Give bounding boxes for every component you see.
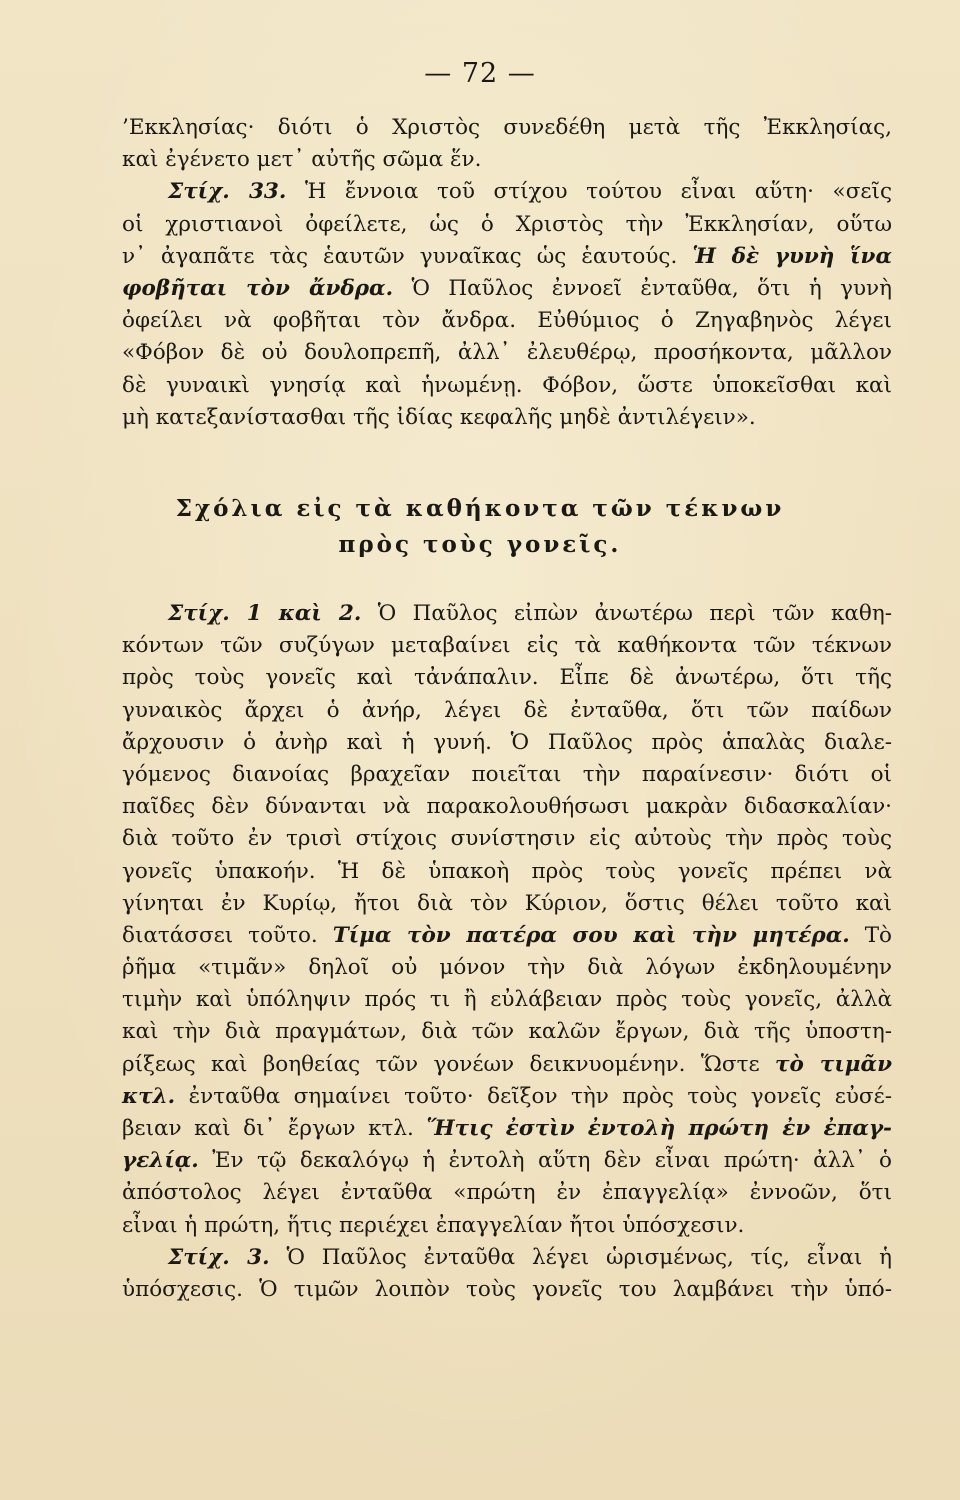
text-line: [122, 727, 892, 759]
text-line: [122, 305, 892, 337]
text-line: [122, 209, 892, 241]
text-run: ῥῆμα «τιμᾶν» δηλοῖ οὐ μόνον τὴν διὰ λόγων ἐκδηλουμένην: [122, 955, 892, 981]
text-line: [122, 791, 892, 823]
text-line: [122, 1210, 892, 1242]
text-run: καὶ τὴν διὰ πραγμάτων, διὰ τῶν καλῶν ἔργων, διὰ τῆς ὑποστη-: [122, 1019, 892, 1045]
text-run: παῖδες δὲν δύνανται νὰ παρακολουθήσωσι μακρὰν διδασκαλίαν·: [122, 794, 892, 820]
text-line: [122, 630, 892, 662]
text-line: [122, 1081, 892, 1113]
text-line: [122, 952, 892, 984]
text-run: Ὁ Παῦλος ἐνταῦθα λέγει ὡρισμένως, τίς, εἶναι ἡ: [269, 1244, 892, 1270]
text-run: εἶναι ἡ πρώτη, ἥτις περιέχει ἐπαγγελίαν ἤτοι ὑπόσχεσιν.: [122, 1212, 745, 1238]
text-block-commentary: [122, 598, 892, 1306]
text-run: ὀφείλει νὰ φοβῆται τὸν ἄνδρα. Εὐθύμιος ὁ Ζηγαβηνὸς λέγει: [122, 308, 892, 334]
text-line: [122, 1016, 892, 1048]
text-run: Ἡ ἔννοια τοῦ στίχου τούτου εἶναι αὕτη· «σεῖς: [286, 179, 892, 205]
text-line: [122, 662, 892, 694]
text-line: [122, 920, 892, 952]
emphasized-text: Ἡ δὲ γυνὴ ἵνα: [692, 243, 892, 269]
emphasized-text: φοβῆται τὸν ἄνδρα.: [122, 275, 394, 301]
text-line: [122, 1145, 892, 1177]
text-run: δὲ γυναικὶ γνησίᾳ καὶ ἡνωμένῃ. Φόβον, ὥστε ὑποκεῖσθαι καὶ: [122, 372, 892, 398]
page-number: — 72 —: [424, 58, 536, 89]
text-run: μὴ κατεξανίστασθαι τῆς ἰδίας κεφαλῆς μηδὲ ἀντιλέγειν».: [122, 404, 756, 430]
text-run: οἱ χριστιανοὶ ὀφείλετε, ὡς ὁ Χριστὸς τὴν Ἐκκλησίαν, οὕτω: [122, 211, 892, 237]
text-run: γονεῖς ὑπακοήν. Ἡ δὲ ὑπακοὴ πρὸς τοὺς γονεῖς πρέπει νὰ: [122, 858, 892, 884]
emphasized-text: Στίχ. 3.: [168, 1244, 270, 1270]
text-line: [122, 1113, 892, 1145]
text-run: γυναικὸς ἄρχει ὁ ἀνήρ, λέγει δὲ ἐνταῦθα, ὅτι τῶν παίδων: [122, 697, 892, 723]
text-line: [122, 888, 892, 920]
text-line: [122, 823, 892, 855]
text-line: [122, 176, 892, 208]
text-run: ὑπόσχεσις. Ὁ τιμῶν λοιπὸν τοὺς γονεῖς του λαμβάνει τὴν ὑπό-: [122, 1276, 892, 1302]
text-run: Ὁ Παῦλος εἰπὼν ἀνωτέρω περὶ τῶν καθη-: [361, 601, 893, 626]
text-run: πρὸς τοὺς γονεῖς καὶ τἀνάπαλιν. Εἶπε δὲ ἀνωτέρω, ὅτι τῆς: [122, 665, 892, 691]
text-run: ἐνταῦθα σημαίνει τοῦτο· δεῖξον τὴν πρὸς τοὺς γονεῖς εὐσέ-: [175, 1083, 892, 1109]
emphasized-text: κτλ.: [122, 1083, 176, 1109]
text-line: [122, 1177, 892, 1209]
text-line: [122, 759, 892, 791]
text-line: [122, 144, 892, 176]
text-line: [122, 337, 892, 369]
text-line: [122, 1242, 892, 1274]
text-run: ν᾽ ἀγαπᾶτε τὰς ἑαυτῶν γυναῖκας ὡς ἑαυτούς.: [122, 243, 693, 269]
text-line: [122, 112, 892, 144]
text-line: [122, 1274, 892, 1306]
emphasized-text: Στίχ. 1 καὶ 2.: [168, 601, 362, 626]
emphasized-text: Τίμα τὸν πατέρα σου καὶ τὴν μητέρα.: [332, 922, 850, 948]
text-block-intro: [122, 112, 892, 434]
text-line: [122, 273, 892, 305]
text-line: [122, 598, 892, 630]
text-run: ἄρχουσιν ὁ ἀνὴρ καὶ ἡ γυνή. Ὁ Παῦλος πρὸς ἁπαλὰς διαλε-: [122, 729, 892, 755]
emphasized-text: Ἥτις ἐστὶν ἐντολὴ πρώτη ἐν ἐπαγ-: [426, 1116, 892, 1141]
text-line: [122, 984, 892, 1016]
text-run: Ὁ Παῦλος ἐννοεῖ ἐνταῦθα, ὅτι ἡ γυνὴ: [393, 275, 892, 301]
text-run: καὶ ἐγένετο μετ᾽ αὐτῆς σῶμα ἕν.: [122, 147, 482, 173]
text-run: γίνηται ἐν Κυρίῳ, ἤτοι διὰ τὸν Κύριον, ὅστις θέλει τοῦτο καὶ: [122, 890, 892, 916]
emphasized-text: τὸ τιμᾶν: [775, 1051, 892, 1077]
section-heading-line-1: Σχόλια εἰς τὰ καθήκοντα τῶν τέκνων: [175, 495, 785, 522]
text-run: κόντων τῶν συζύγων μεταβαίνει εἰς τὰ καθήκοντα τῶν τέκνων: [122, 633, 892, 659]
text-line: [122, 241, 892, 273]
text-line: [122, 370, 892, 402]
emphasized-text: Στίχ. 33.: [168, 179, 287, 205]
text-run: ’Εκκλησίας· διότι ὁ Χριστὸς συνεδέθη μετὰ τῆς Ἐκκλησίας,: [122, 115, 892, 140]
section-heading-line-2: πρὸς τοὺς γονεῖς.: [338, 531, 622, 558]
text-run: βειαν καὶ δι᾽ ἔργων κτλ.: [122, 1116, 427, 1141]
emphasized-text: γελίᾳ.: [122, 1148, 199, 1174]
text-run: ρίξεως καὶ βοηθείας τῶν γονέων δεικνυομένην. Ὥστε: [122, 1051, 776, 1077]
text-run: γόμενος διανοίας βραχεῖαν ποιεῖται τὴν παραίνεσιν· διότι οἱ: [122, 761, 892, 787]
text-run: ἀπόστολος λέγει ἐνταῦθα «πρώτη ἐν ἐπαγγελίᾳ» ἐννοῶν, ὅτι: [122, 1180, 892, 1206]
text-line: [122, 1049, 892, 1081]
text-run: διατάσσει τοῦτο.: [122, 922, 333, 948]
text-line: [122, 695, 892, 727]
text-line: [122, 402, 892, 434]
text-run: τιμὴν καὶ ὑπόληψιν πρός τι ἢ εὐλάβειαν πρὸς τοὺς γονεῖς, ἀλλὰ: [122, 987, 892, 1013]
text-run: Τὸ: [849, 922, 892, 948]
text-run: «Φόβον δὲ οὐ δουλοπρεπῆ, ἀλλ᾽ ἐλευθέρῳ, προσήκοντα, μᾶλλον: [122, 340, 892, 366]
text-run: Ἐν τῷ δεκαλόγῳ ἡ ἐντολὴ αὕτη δὲν εἶναι πρώτη· ἀλλ᾽ ὁ: [198, 1148, 892, 1174]
text-line: [122, 856, 892, 888]
text-run: διὰ τοῦτο ἐν τρισὶ στίχοις συνίστησιν εἰς αὐτοὺς τὴν πρὸς τοὺς: [122, 826, 892, 852]
